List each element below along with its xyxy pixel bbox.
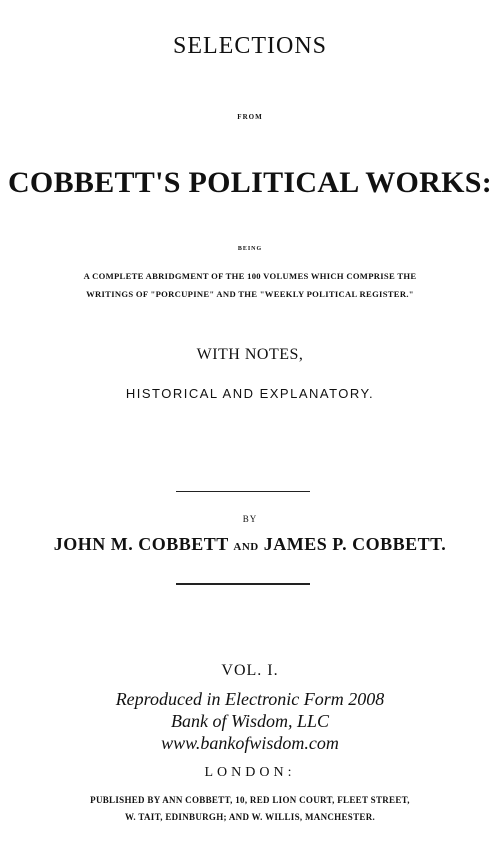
reproduction-note-line-2: Bank of Wisdom, LLC <box>170 711 330 731</box>
author-james: JAMES P. COBBETT. <box>263 534 447 554</box>
publisher-line-1: PUBLISHED BY ANN COBBETT, 10, RED LION COURT, FLEET STREET, <box>90 795 410 805</box>
author-john: JOHN M. COBBETT <box>53 534 229 554</box>
heading-selections: SELECTIONS <box>173 33 327 59</box>
publisher-line-2: W. TAIT, EDINBURGH; AND W. WILLIS, MANCHESTER. <box>124 812 376 822</box>
main-title: COBBETT'S POLITICAL WORKS: <box>7 166 493 199</box>
reproduction-note-line-1: Reproduced in Electronic Form 2008 <box>115 689 385 709</box>
historical-explanatory: HISTORICAL AND EXPLANATORY. <box>125 386 375 401</box>
reproduction-note-url: www.bankofwisdom.com <box>161 733 339 753</box>
volume-number: VOL. I. <box>221 662 279 679</box>
word-by: BY <box>242 514 258 524</box>
word-being: BEING <box>237 246 263 252</box>
word-from: FROM <box>237 113 263 121</box>
authors-line <box>0 535 500 553</box>
divider-rule-top <box>176 491 310 492</box>
description-line-2: WRITINGS OF "PORCUPINE" AND THE "WEEKLY POLITICAL REGISTER." <box>86 289 414 299</box>
description-line-1: A COMPLETE ABRIDGMENT OF THE 100 VOLUMES WHICH COMPRISE THE <box>83 271 417 281</box>
word-and: AND <box>233 541 259 553</box>
divider-rule-bottom <box>176 583 310 585</box>
city-london: LONDON: <box>204 765 296 780</box>
with-notes: WITH NOTES, <box>196 346 304 363</box>
